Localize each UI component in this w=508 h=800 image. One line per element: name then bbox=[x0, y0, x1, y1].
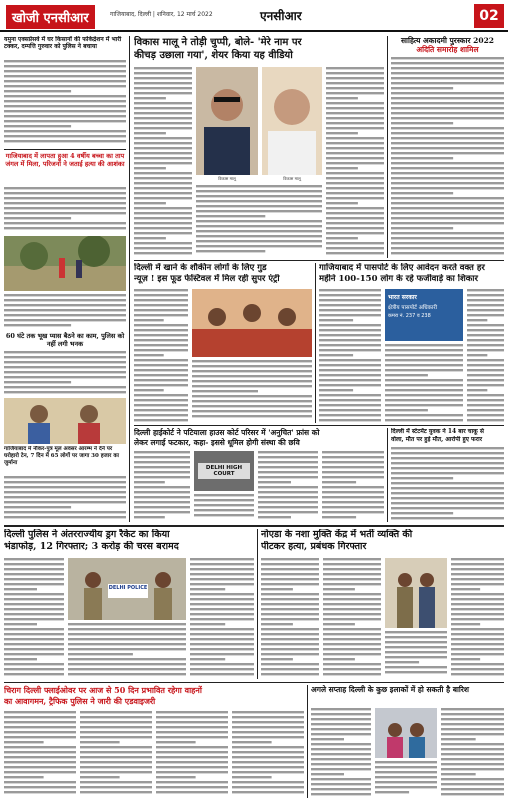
court-story bbox=[134, 428, 384, 522]
weather-story bbox=[311, 685, 504, 798]
portrait-photo-right bbox=[262, 67, 322, 175]
text-lines bbox=[4, 186, 126, 234]
drug-headline-2: भंडाफोड़, 12 गिरफ्तार; 3 करोड़ की चरस बरामद bbox=[4, 541, 179, 552]
text-lines bbox=[385, 630, 447, 679]
article-body bbox=[232, 710, 304, 798]
article-body bbox=[385, 343, 463, 423]
text-lines bbox=[194, 493, 254, 522]
drug-story bbox=[4, 529, 254, 679]
brand-logo: खोजी एनसीआर bbox=[6, 5, 95, 29]
court-headline-2: लेकर लगाई फटकार, कहा- इससे धूमिल होगी संस्था की छवि bbox=[134, 438, 300, 447]
food-headline-2: न्यूज़ ! इस फूड फेस्टिवल में मिल रही सुपर एंट्री bbox=[134, 274, 280, 284]
article-body bbox=[391, 446, 504, 522]
court-headline-1: दिल्ली हाईकोर्ट ने पटियाला हाउस कोर्ट परिसर में 'अनुचित' फ्रांस को bbox=[134, 428, 320, 437]
article-body bbox=[311, 707, 371, 798]
caption-right: विकास मालू bbox=[283, 176, 301, 181]
high-court-photo bbox=[194, 451, 254, 491]
sign-line-2: क्षेत्रीय पासपोर्ट अधिकारी bbox=[388, 305, 438, 311]
section-title: एनसीआर bbox=[260, 9, 302, 23]
police-sign: DELHI POLICE bbox=[108, 585, 148, 591]
article-body bbox=[156, 710, 228, 798]
award-story bbox=[391, 36, 504, 258]
left-headline-3: 60 घंटे तक भूख प्यास बैठने का काम, पुलिस को नहीं लगी भनक bbox=[5, 332, 125, 348]
caption-left: विकास मालू bbox=[218, 176, 236, 181]
left-column bbox=[4, 36, 126, 522]
text-lines bbox=[441, 707, 504, 798]
award-headline-2: अदिति समारोह शामिल bbox=[416, 45, 479, 54]
text-lines bbox=[134, 450, 190, 522]
forest-photo bbox=[4, 236, 126, 291]
police-photo bbox=[68, 558, 186, 620]
left-headline-1: यमुना एक्सप्रेसवे में घर किसानों की फोकेद्रेशन में भारी टक्कर, दम्पत्ति गुरुवार को पुलिस ने बचाया bbox=[4, 36, 122, 50]
masthead bbox=[0, 0, 508, 32]
top-story bbox=[134, 36, 384, 258]
text-lines bbox=[80, 710, 152, 798]
article-body bbox=[134, 450, 190, 522]
passport-story bbox=[319, 263, 504, 423]
noida-headline-1: नोएडा के नशा मुक्ति केंद्र में भर्ती व्यक्ति की bbox=[261, 529, 413, 540]
stabbing-headline-2: वोला, मौत पर हुई मौत, आरोपी हुए फरार bbox=[391, 436, 483, 443]
article-body bbox=[68, 622, 186, 679]
stabbing-headline-1: दिल्ली में स्टेटमेंट युवक ने 14 बार चाकू से bbox=[391, 428, 484, 435]
passport-headline-2: महीने 100-150 लोग के रहे फर्जीवाड़े का शिकार bbox=[319, 274, 478, 284]
article-body bbox=[4, 186, 126, 234]
left-headline-2: गाजियाबाद में लापता हुआ 4 वर्षीय बच्चा का ताप जंगल में मिला, परिजनों ने जताई हत्या की आशंका bbox=[5, 152, 125, 168]
text-lines bbox=[4, 293, 126, 331]
text-lines bbox=[4, 557, 64, 679]
article-body bbox=[194, 493, 254, 522]
people-photo bbox=[4, 398, 126, 444]
page-number: 02 bbox=[474, 4, 504, 28]
article-body bbox=[134, 66, 192, 258]
flyover-headline-2: का आवागमन, ट्रैफिक पुलिस ने जारी की एडवाइजरी bbox=[4, 696, 156, 706]
court-sign: DELHI HIGH COURT bbox=[198, 463, 250, 479]
drug-headline-1: दिल्ली पुलिस ने अंतरराज्यीय ड्रग रैकेट का किया bbox=[4, 529, 170, 540]
text-lines bbox=[4, 59, 126, 147]
article-body bbox=[322, 450, 384, 522]
text-lines bbox=[134, 288, 188, 423]
passport-office-sign bbox=[385, 289, 463, 341]
text-lines bbox=[196, 184, 322, 258]
text-lines bbox=[319, 288, 381, 423]
article-body bbox=[375, 760, 437, 798]
passport-headline-1: गाजियाबाद में पासपोर्ट के लिए आवेदन करते वक्त हर bbox=[319, 263, 485, 273]
article-body bbox=[190, 557, 254, 679]
text-lines bbox=[192, 359, 312, 423]
text-lines bbox=[375, 760, 437, 798]
text-lines bbox=[385, 343, 463, 423]
sign-line-1: भारत सरकार bbox=[388, 294, 417, 301]
dateline: गाजियाबाद, दिल्ली | शनिवार, 12 मार्च 2022 bbox=[110, 11, 213, 18]
text-lines bbox=[4, 475, 126, 522]
text-lines bbox=[311, 707, 371, 798]
stabbing-story bbox=[391, 428, 504, 522]
headline-line-1: विकास मालू ने तोड़ी चुप्पी, बोले- 'मेरे नाम पर bbox=[134, 37, 302, 48]
article-body bbox=[80, 710, 152, 798]
food-festival-photo bbox=[192, 289, 312, 357]
article-body bbox=[4, 557, 64, 679]
text-lines bbox=[467, 288, 504, 423]
article-body bbox=[261, 557, 319, 679]
text-lines bbox=[134, 66, 192, 258]
text-lines bbox=[326, 66, 384, 258]
article-body bbox=[196, 184, 322, 258]
noida-headline-2: पीटकर हत्या, प्रबंधक गिरफ्तार bbox=[261, 541, 367, 552]
text-lines bbox=[4, 350, 126, 396]
food-headline-1: दिल्ली में खाने के शौकीन लोगों के लिए गुड bbox=[134, 263, 267, 273]
article-body bbox=[4, 475, 126, 522]
text-lines bbox=[261, 557, 319, 679]
award-headline-1: साहित्य अकादमी पुरस्कार 2022 bbox=[400, 36, 495, 45]
article-body bbox=[323, 557, 381, 679]
article-body bbox=[319, 288, 381, 423]
text-lines bbox=[156, 710, 228, 798]
text-lines bbox=[322, 450, 384, 522]
article-body bbox=[4, 59, 126, 147]
article-body bbox=[192, 359, 312, 423]
text-lines bbox=[4, 710, 76, 798]
article-body bbox=[4, 710, 76, 798]
article-body bbox=[451, 557, 504, 679]
weather-headline: अगले सप्ताह दिल्ली के कुछ इलाकों में हो सकती है बारिश bbox=[311, 685, 470, 694]
text-lines bbox=[323, 557, 381, 679]
noida-photo bbox=[385, 558, 447, 628]
weather-photo bbox=[375, 708, 437, 758]
text-lines bbox=[451, 557, 504, 679]
noida-story bbox=[261, 529, 504, 679]
article-body bbox=[467, 288, 504, 423]
article-body bbox=[441, 707, 504, 798]
text-lines bbox=[391, 56, 504, 256]
sign-line-3: कमरा नं. 237 व 238 bbox=[388, 313, 431, 319]
text-lines bbox=[391, 446, 504, 522]
text-lines bbox=[190, 557, 254, 679]
article-body bbox=[4, 293, 126, 331]
food-story bbox=[134, 263, 312, 423]
text-lines bbox=[68, 622, 186, 679]
article-body bbox=[391, 56, 504, 256]
article-body bbox=[4, 350, 126, 396]
headline-line-2: कीचड़ उछाला गया', शेयर किया यह वीडियो bbox=[134, 50, 293, 61]
flyover-headline-1: चिराग दिल्ली फ्लाईओवर पर आज से 50 दिन प्रभावित रहेगा वाहनों bbox=[4, 685, 202, 695]
article-body bbox=[326, 66, 384, 258]
text-lines bbox=[258, 450, 318, 522]
flyover-story bbox=[4, 685, 304, 798]
article-body bbox=[134, 288, 188, 423]
left-headline-4: गाजियाबाद में नौकर-पुत्र मूल अवसर आरम्भ ने देने पर घरोहारो टेन, 7 दिन में 65 लोगों पर जागा 30 हजार का जुर्माना bbox=[4, 446, 119, 466]
top-story-headline bbox=[134, 36, 384, 62]
text-lines bbox=[232, 710, 304, 798]
article-body bbox=[385, 630, 447, 679]
article-body bbox=[258, 450, 318, 522]
portrait-photo-left bbox=[196, 67, 258, 175]
